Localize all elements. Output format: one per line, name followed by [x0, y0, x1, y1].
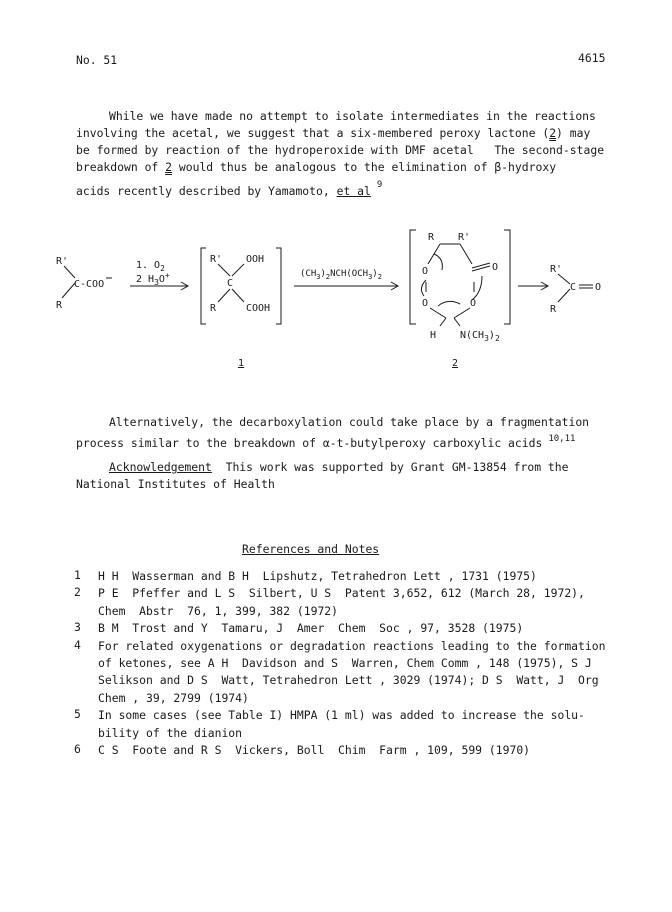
- para2-line2: process similar to the breakdown of α-t-butylperoxy carboxylic acids $^{10,11}$: [76, 434, 576, 450]
- page-number: 4615: [578, 51, 606, 65]
- start-carboxylate: C-COO: [74, 279, 105, 290]
- reference-text: H H Wasserman and B H Lipshutz, Tetrahedron Lett , 1731 (1975): [98, 569, 537, 583]
- start-r1: R': [56, 256, 69, 267]
- ring-bond-h: [440, 318, 446, 326]
- acknowledgement-title: Acknowledgement: [109, 460, 212, 474]
- ring-bond-rb: [454, 308, 470, 318]
- bracket-2-right: [504, 230, 510, 324]
- para2-line1: Alternatively, the decarboxylation could take place by a fragmentation: [109, 415, 590, 429]
- prod-r1: R': [550, 264, 563, 275]
- int1-bond-cooh: [232, 289, 244, 302]
- int2-h: H: [430, 330, 437, 341]
- reference-number: 3: [74, 620, 81, 635]
- reference-text: B M Trost and Y Tamaru, J Amer Chem Soc , 97, 3528 (1975): [98, 621, 524, 636]
- int2-o-top-left: O: [422, 266, 429, 277]
- curved-arrow-1: [434, 254, 442, 270]
- para1-line1: While we have made no attempt to isolate intermediates in the reactions: [109, 109, 596, 123]
- para1-line2: involving the acetal, we suggest that a six-membered peroxy lactone (2) may: [76, 126, 591, 140]
- int2-nme2: $N(CH_3)_2$: [460, 330, 500, 343]
- int1-r2: R: [210, 303, 217, 314]
- prod-r2: R: [550, 304, 557, 315]
- prod-bond-r1: [558, 274, 570, 284]
- curved-arrow-3: [421, 280, 426, 296]
- acknowledgement-line2: National Institutes of Health: [76, 477, 275, 491]
- start-r2: R: [56, 300, 63, 311]
- reference-number: 4: [74, 637, 81, 652]
- prod-o: O: [595, 282, 602, 293]
- reference-text: P E Pfeffer and L S Silbert, U S Patent 3,652, 612 (March 28, 1972), Chem Abstr 76, 1, 399, 382 (1972): [98, 586, 585, 618]
- reference-number: 1: [74, 568, 81, 582]
- start-bond-top: [64, 266, 75, 278]
- int1-bond-ooh: [232, 264, 244, 276]
- int1-bond-r2: [218, 289, 230, 302]
- bracket-1-left: [201, 248, 206, 324]
- references-title: References and Notes: [242, 542, 380, 556]
- ring-bond-n: [454, 318, 460, 326]
- reference-text: For related oxygenations or degradation reactions leading to the formation of ketones, see A H Davidson and S Warren, Chem Comm , 148 (1975), S J Selikson and D S Watt, Tetrahedron Lett , 3029 (1974); D S Watt, J Org Chem , 39, 2799 (1974): [98, 638, 606, 705]
- reference-text: In some cases (see Table I) HMPA (1 ml) was added to increase the solu- bility of the dianion: [98, 708, 585, 740]
- para1-line3: be formed by reaction of the hydroperoxide with DMF acetal The second-stage: [76, 143, 605, 157]
- compound-1-label: 1: [238, 358, 245, 369]
- prod-c: C: [570, 282, 577, 293]
- int1-r1: R': [210, 254, 223, 265]
- ring-bond-lb: [430, 308, 446, 318]
- int2-carbonyl-o: O: [492, 262, 499, 273]
- int2-r1: R': [458, 232, 471, 243]
- int1-cooh: COOH: [246, 303, 271, 314]
- reference-number: 5: [74, 707, 81, 722]
- int2-r: R: [428, 232, 435, 243]
- reference-number: 2: [74, 585, 81, 600]
- reagent-label: $(CH_3)_2NCH(OCH_3)_2$: [300, 269, 382, 281]
- acknowledgement-line1: Acknowledgement This work was supported by Grant GM-13854 from the: [109, 460, 569, 474]
- int2-o-bottom-right: O: [470, 298, 477, 309]
- int1-bond-r1: [218, 264, 230, 276]
- int1-ooh: OOH: [246, 254, 265, 265]
- ring-bond-rt: [460, 244, 472, 264]
- para1-line5: acids recently described by Yamamoto, et al $^9$: [76, 180, 383, 198]
- curved-arrow-4: [438, 301, 460, 306]
- journal-number: No. 51: [76, 53, 118, 67]
- bracket-1-right: [276, 248, 281, 324]
- reference-text: C S Foote and R S Vickers, Boll Chim Farm , 109, 599 (1970): [98, 743, 531, 757]
- reaction-scheme: [48, 214, 628, 382]
- bracket-2-left: [410, 230, 416, 324]
- step1-label: 1. $O_2$: [136, 260, 165, 273]
- int2-o-bottom-left: O: [422, 298, 429, 309]
- para1-line4: breakdown of 2 would thus be analogous to the elimination of β-hydroxy: [76, 160, 557, 174]
- prod-bond-r2: [558, 289, 570, 302]
- step2-label: 2 $H_3O^+$: [136, 271, 170, 287]
- int1-c: C: [227, 278, 234, 289]
- compound-2-label: 2: [452, 358, 459, 369]
- reference-number: 6: [74, 742, 81, 756]
